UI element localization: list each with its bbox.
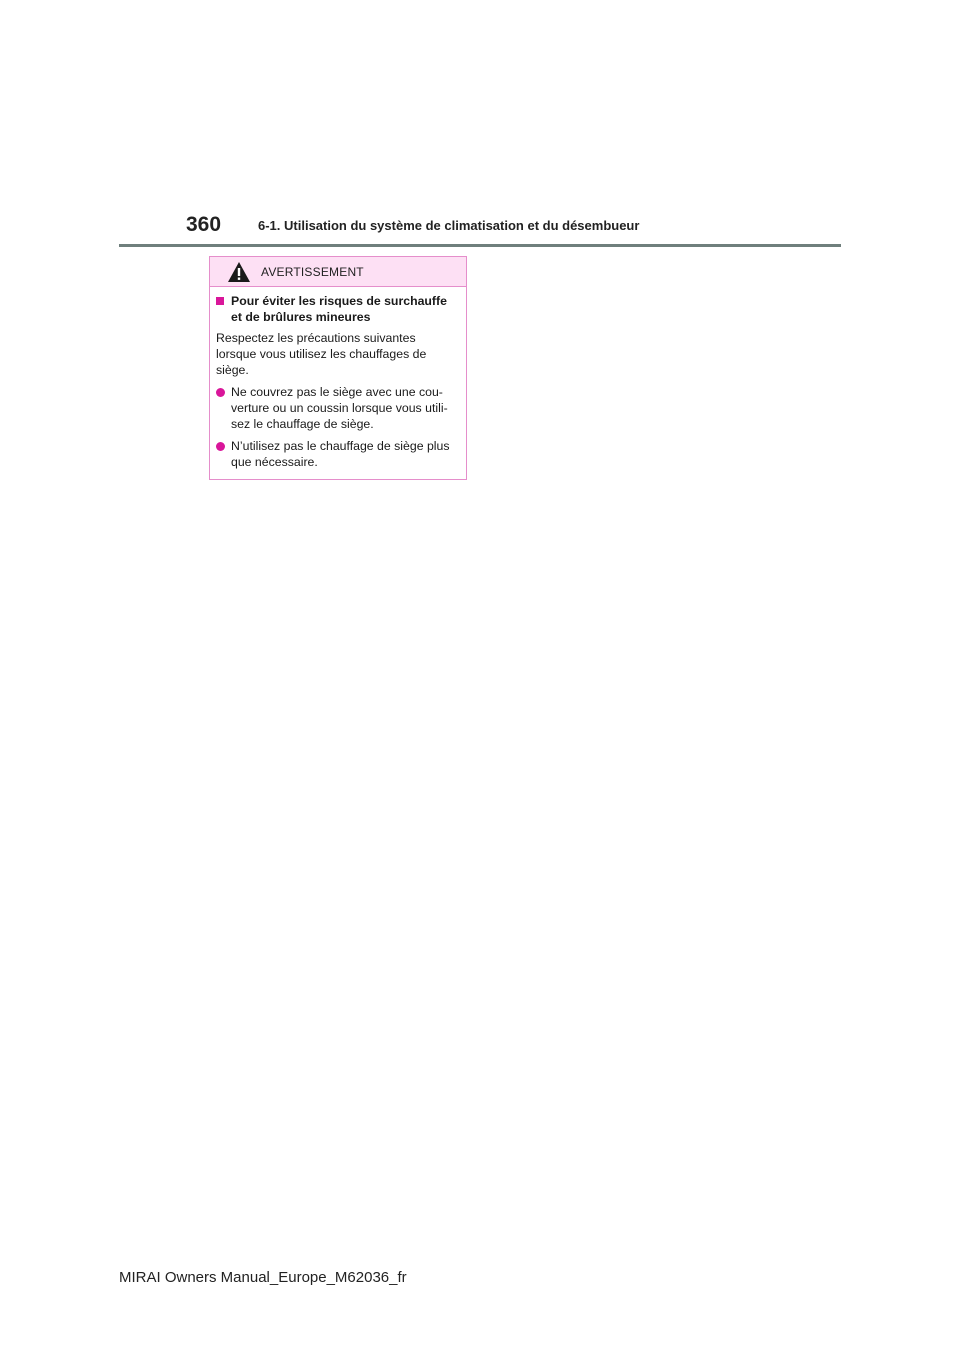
heading-line: et de brûlures mineures — [231, 310, 371, 324]
warning-header — [210, 257, 466, 287]
section-title: 6-1. Utilisation du système de climatisation et du désembueur — [258, 218, 640, 233]
intro-line: Respectez les précautions suivantes — [216, 331, 416, 345]
list-item-text — [231, 384, 448, 432]
warning-title: AVERTISSEMENT — [261, 264, 364, 279]
page-number: 360 — [186, 213, 222, 236]
header-divider — [119, 244, 841, 247]
warning-body — [210, 287, 466, 470]
round-bullet-icon — [216, 388, 225, 397]
item-line: que nécessaire. — [231, 455, 318, 469]
warning-heading — [216, 293, 458, 325]
square-bullet-icon — [216, 297, 224, 305]
warning-triangle-icon — [227, 261, 251, 283]
warning-intro — [216, 330, 458, 378]
list-item — [216, 438, 458, 470]
list-item-text — [231, 438, 450, 470]
list-item — [216, 384, 458, 432]
intro-line: lorsque vous utilisez les chauffages de — [216, 347, 427, 361]
item-line: sez le chauffage de siège. — [231, 417, 374, 431]
footer-manual-id: MIRAI Owners Manual_Europe_M62036_fr — [119, 1269, 407, 1286]
item-line: N’utilisez pas le chauffage de siège plus — [231, 439, 450, 453]
round-bullet-icon — [216, 442, 225, 451]
heading-line: Pour éviter les risques de surchauffe — [231, 294, 447, 308]
warning-heading-text — [231, 293, 447, 325]
warning-box — [209, 256, 467, 480]
item-line: verture ou un coussin lorsque vous utili- — [231, 401, 448, 415]
item-line: Ne couvrez pas le siège avec une cou- — [231, 385, 443, 399]
intro-line: siège. — [216, 363, 249, 377]
